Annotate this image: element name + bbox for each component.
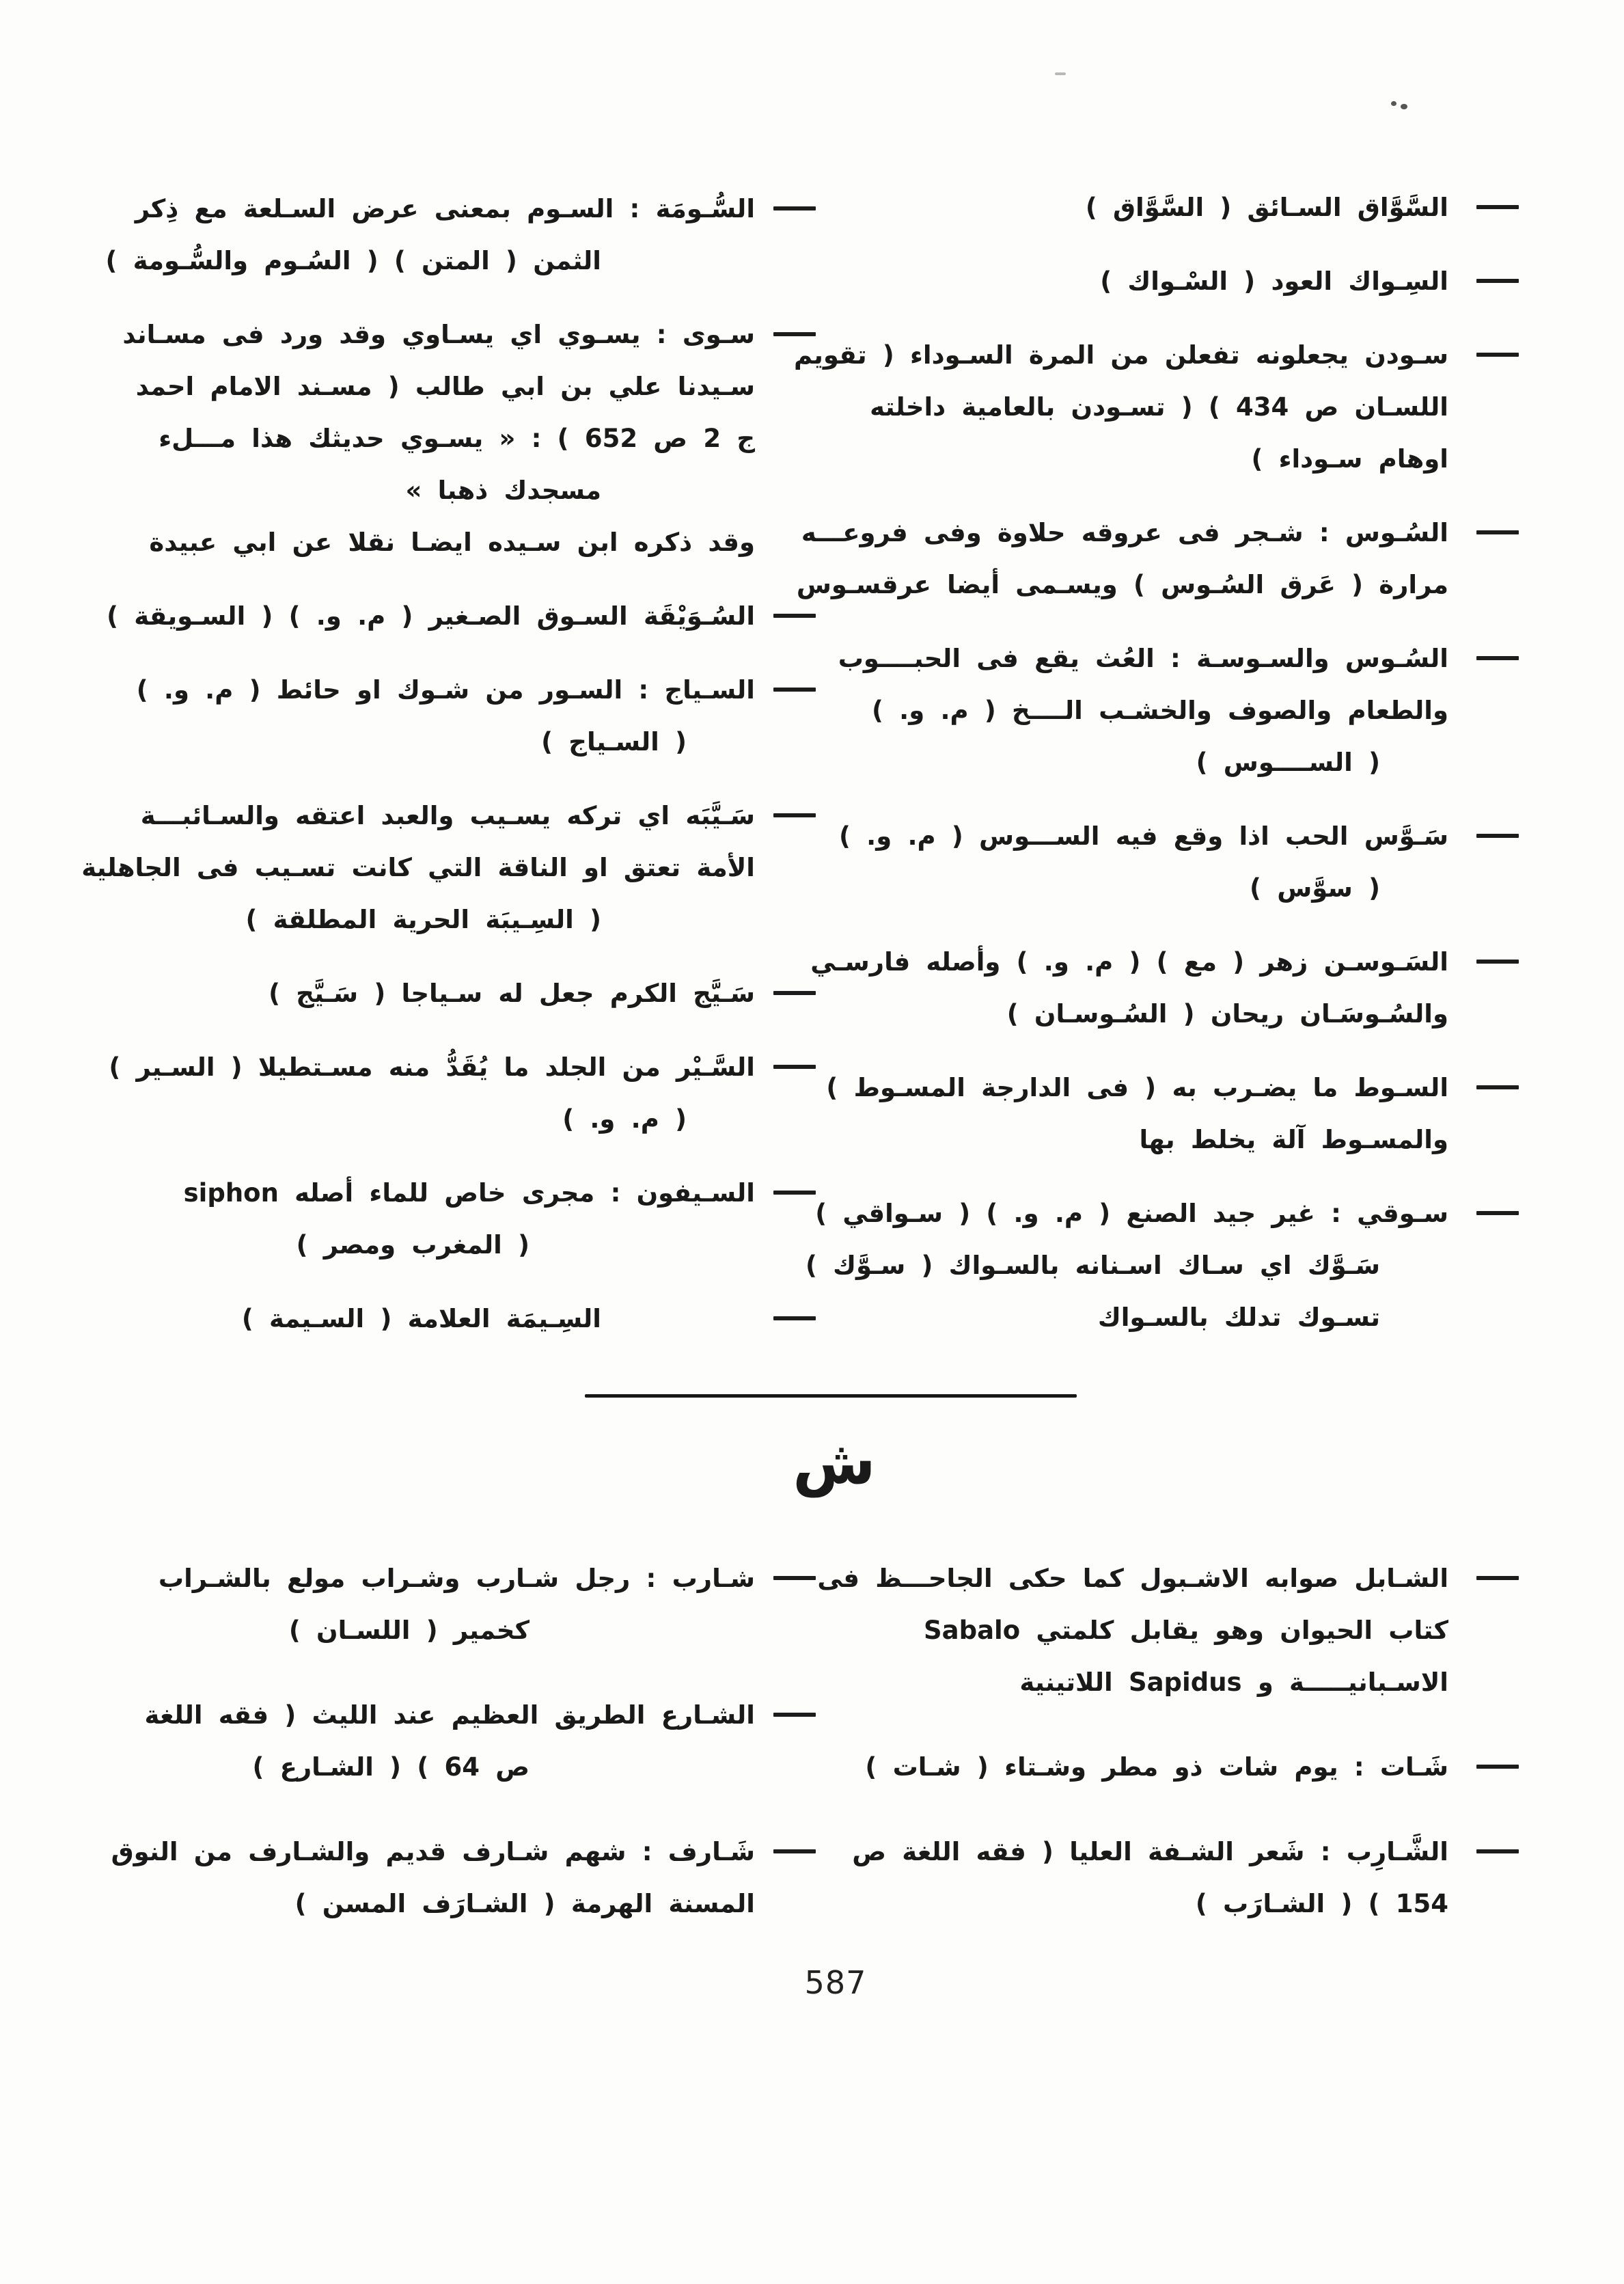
dictionary-entry <box>157 1167 755 1271</box>
entry-line: ص 64 ) ( الشـارع ) <box>252 1752 529 1782</box>
scan-speck <box>1391 101 1396 106</box>
dictionary-entry <box>838 633 1448 789</box>
dictionary-entry <box>826 1062 1448 1166</box>
entry-line: السُـوَيْقَة السـوق الصـغير ( م. و. ) ( السـويقة ) <box>107 601 755 631</box>
entry-line: سـيدنا علي بن ابي طالب ( مسـند الامام احمد <box>135 372 755 401</box>
entry-line: سَـوَّس الحب اذا وقع فيه الســـوس ( م. و. ) <box>839 821 1448 851</box>
dictionary-entry <box>111 1826 755 1930</box>
entry-line: اللسـان ص 434 ) ( تسـودن بالعامية داخلته <box>870 392 1448 422</box>
section-divider-rule <box>585 1394 1077 1398</box>
entry-line: السَّـيْر من الجلد ما يُقَدُّ منه مسـتطيلا ( السـير ) <box>109 1052 755 1082</box>
letter-heading-shin: ش <box>793 1427 876 1497</box>
entry-dash-marker <box>773 1065 816 1069</box>
entry-line: الأمة تعتق او الناقة التي كانت تسـيب فى الجاهلية <box>81 853 755 882</box>
entry-dash-marker <box>1476 1765 1519 1769</box>
dictionary-entry <box>109 1042 755 1145</box>
scan-speck <box>1055 72 1066 75</box>
dictionary-entry <box>81 790 755 946</box>
dictionary-entry <box>157 1293 755 1345</box>
dictionary-entry <box>105 183 755 287</box>
dictionary-entry <box>805 1188 1448 1344</box>
entry-line: المسنة الهرمة ( الشـارَف المسن ) <box>294 1889 755 1918</box>
entry-line: ( السِـيبَة الحرية المطلقة ) <box>245 905 601 934</box>
entry-line: السِـواك العود ( السْـواك ) <box>1100 267 1448 296</box>
entry-dash-marker <box>773 614 816 618</box>
dictionary-entry <box>157 968 755 1020</box>
entry-line: الثمن ( المتن ) ( السُـوم والسُّـومة ) <box>105 246 601 275</box>
seen-column-right <box>793 182 1448 1344</box>
entry-line: ( م. و. ) <box>562 1104 687 1134</box>
entry-dash-marker <box>773 1191 816 1195</box>
entry-line: الشَّـارِب : شَعر الشـفة العليا ( فقه اللغة ص <box>852 1837 1448 1866</box>
page-number: 587 <box>804 1964 867 2001</box>
entry-line: الشـابل صوابه الاشـبول كما حكى الجاحـــظ فى <box>817 1564 1448 1593</box>
dictionary-entry <box>136 664 755 768</box>
entry-dash-marker <box>1476 1576 1519 1580</box>
entry-line: كتاب الحيوان وهو يقابل كلمتي Sabalo <box>923 1616 1448 1645</box>
entry-dash-marker <box>1476 1849 1519 1853</box>
entry-line: 154 ) ( الشـارَب ) <box>1195 1889 1448 1918</box>
entry-line: السُـوس : شـجر فى عروقه حلاوة وفى فروعـــه <box>801 518 1448 547</box>
entry-line: سـودن يجعلونه تفعلن من المرة السـوداء ( تقويم <box>793 340 1448 370</box>
entry-line: شـارب : رجل شـارب وشـراب مولع بالشـراب <box>158 1564 755 1593</box>
entry-line: ( سوَّس ) <box>1250 873 1380 903</box>
entry-line: شَـات : يوم شات ذو مطر وشـتاء ( شـات ) <box>865 1752 1448 1782</box>
shin-column-right <box>817 1553 1448 1930</box>
entry-dash-marker <box>1476 279 1519 283</box>
dictionary-entry <box>793 329 1448 485</box>
dictionary-entry <box>107 590 755 642</box>
entry-line: ج 2 ص 652 ) : « يسـوي حديثك هذا مـــلء <box>159 424 755 453</box>
entry-line: السـيفون : مجرى خاص للماء أصله siphon <box>183 1178 755 1208</box>
entry-dash-marker <box>1476 1211 1519 1215</box>
entry-line: سَـوَّك اي سـاك اسـنانه بالسـواك ( سـوَّك ) <box>805 1251 1380 1280</box>
entry-line: السُـوس والسـوسـة : العُث يقع فى الحبــــوب <box>838 644 1448 673</box>
entry-line: سـوى : يسـوي اي يسـاوي وقد ورد فى مسـاند <box>122 320 755 349</box>
dictionary-entry <box>851 182 1448 234</box>
entry-line: والمسـوط آلة يخلط بها <box>1139 1125 1448 1154</box>
shin-column-left <box>111 1553 755 1930</box>
dictionary-entry <box>122 309 755 569</box>
entry-line: الشـارع الطريق العظيم عند الليث ( فقه اللغة <box>144 1700 755 1730</box>
entry-dash-marker <box>1476 960 1519 964</box>
entry-dash-marker <box>773 688 816 692</box>
entry-line: تسـوك تدلك بالسـواك <box>1097 1303 1380 1332</box>
entry-dash-marker <box>773 332 816 336</box>
entry-line: السُّـومَة : السـوم بمعنى عرض السـلعة مع ذِكر <box>135 194 755 223</box>
dictionary-entry <box>157 1553 755 1657</box>
entry-line: والسُـوسَـان ريحان ( السُـوسـان ) <box>1006 999 1448 1029</box>
entry-dash-marker <box>773 1849 816 1853</box>
entry-line: كخمير ( اللسـان ) <box>288 1616 529 1645</box>
entry-line: شَـارف : شهم شـارف قديم والشـارف من النوق <box>111 1837 755 1866</box>
entry-dash-marker <box>773 1713 816 1717</box>
seen-column-left <box>81 183 755 1345</box>
dictionary-entry <box>817 1553 1448 1709</box>
scan-speck <box>1401 104 1407 109</box>
entry-line: اوهام سـوداء ) <box>1251 444 1448 474</box>
entry-line: مسجدك ذهبا » <box>405 476 601 505</box>
entry-line: سـوقي : غير جيد الصنع ( م. و. ) ( سـواقي ) <box>815 1199 1448 1228</box>
entry-line: ( المغرب ومصر ) <box>296 1230 529 1260</box>
entry-dash-marker <box>1476 205 1519 209</box>
entry-dash-marker <box>773 206 816 210</box>
dictionary-entry <box>810 936 1448 1040</box>
dictionary-entry <box>144 1689 755 1793</box>
entry-line: الاسـبانيـــــة و Sapidus اللاتينية <box>1019 1668 1448 1697</box>
entry-dash-marker <box>773 1576 816 1580</box>
entry-line: سَـيَّبَه اي تركه يسـيب والعبد اعتقه والسـائبـــة <box>140 801 755 830</box>
entry-dash-marker <box>1476 353 1519 357</box>
entry-line: مرارة ( عَرق السُـوس ) ويسـمى أيضا عرقسـوس <box>796 570 1448 599</box>
entry-line: السَّوَّاق السـائق ( السَّوَّاق ) <box>1085 193 1448 222</box>
dictionary-entry <box>851 1826 1448 1930</box>
entry-line: السـوط ما يضـرب به ( فى الدارجة المسـوط ) <box>826 1073 1448 1102</box>
entry-line: السَـوسـن زهر ( مع ) ( م. و. ) وأصله فارسـي <box>810 947 1448 977</box>
dictionary-entry <box>851 1741 1448 1793</box>
entry-line: ( السـياج ) <box>541 727 687 757</box>
entry-dash-marker <box>773 991 816 995</box>
dictionary-entry <box>796 507 1448 611</box>
entry-line: السِـيمَة العلامة ( السـيمة ) <box>241 1304 601 1333</box>
entry-line: ( الســــوس ) <box>1196 748 1380 777</box>
entry-dash-marker <box>1476 530 1519 534</box>
entry-dash-marker <box>773 813 816 817</box>
entry-dash-marker <box>1476 656 1519 660</box>
entry-line: سَـيَّج الكرم جعل له سـياجا ( سَـيَّج ) <box>269 979 755 1008</box>
entry-dash-marker <box>1476 834 1519 838</box>
dictionary-entry <box>839 811 1448 914</box>
entry-line: وقد ذكره ابن سـيده ايضـا نقلا عن ابي عبيدة <box>149 528 755 557</box>
entry-dash-marker <box>1476 1085 1519 1089</box>
dictionary-entry <box>851 256 1448 308</box>
entry-line: السـياج : السـور من شـوك او حائط ( م. و. ) <box>136 675 755 705</box>
entry-line: والطعام والصوف والخشـب الــــخ ( م. و. ) <box>872 696 1448 725</box>
entry-dash-marker <box>773 1316 816 1320</box>
